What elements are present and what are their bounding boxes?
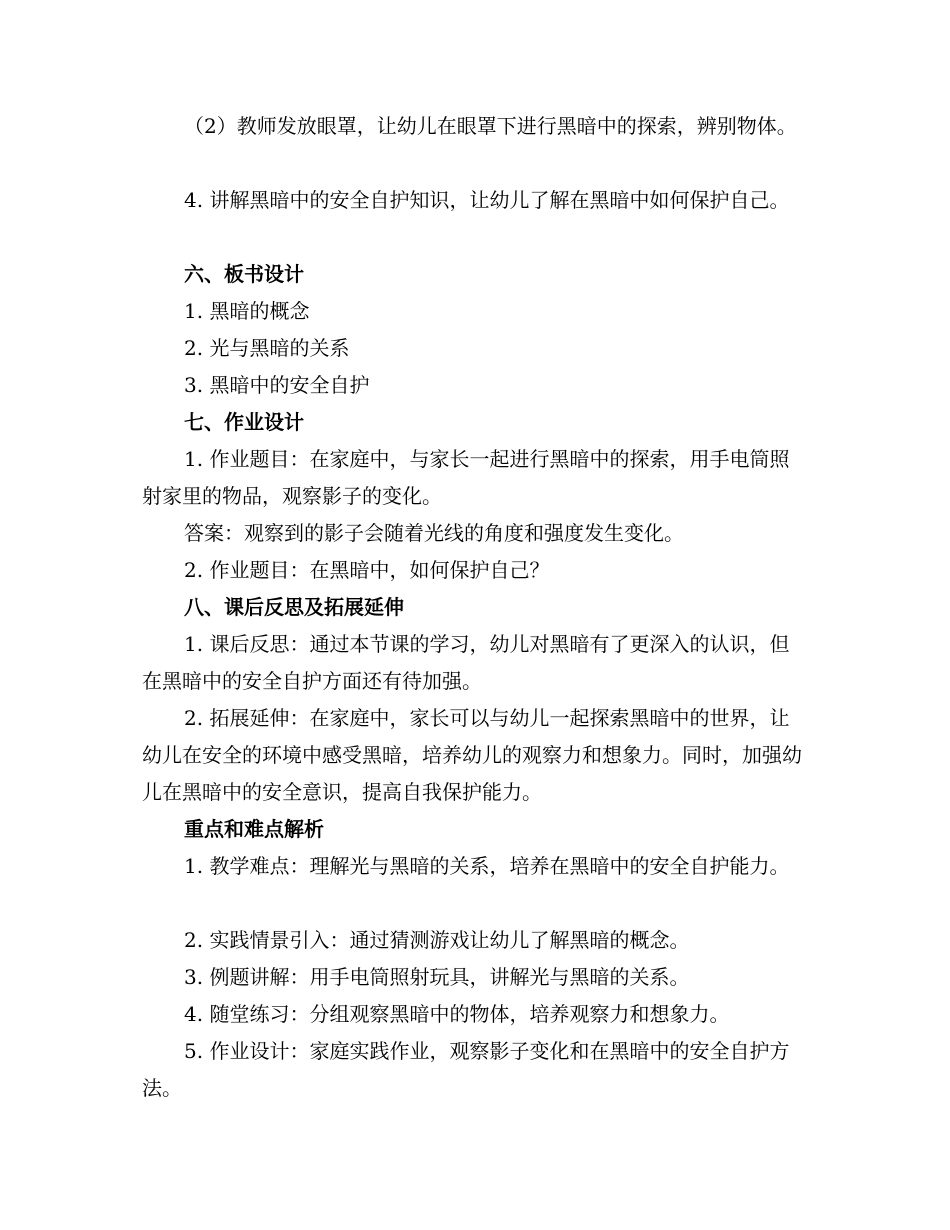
heading-reflection: 八、课后反思及拓展延伸 [184,595,404,619]
list-item-board-2: 2. 光与黑暗的关系 [184,336,350,360]
heading-homework-design: 七、作业设计 [184,410,304,434]
paragraph-extension: 2. 拓展延伸：在家庭中，家长可以与幼儿一起探索黑暗中的世界，让幼儿在安全的环境中感受黑暗，培养幼儿的观察力和想象力。同时，加强幼儿在黑暗中的安全意识，提高自我保护能力。 [142,706,802,804]
paragraph-homework-summary: 5. 作业设计：家庭实践作业，观察影子变化和在黑暗中的安全自护方法。 [142,1039,790,1100]
paragraph-scenario: 2. 实践情景引入：通过猜测游戏让幼儿了解黑暗的概念。 [184,928,690,952]
paragraph-homework-2: 2. 作业题目：在黑暗中，如何保护自己？ [184,558,550,582]
paragraph-goggles-activity: （2）教师发放眼罩，让幼儿在眼罩下进行黑暗中的探索，辨别物体。 [184,114,797,138]
paragraph-example: 3. 例题讲解：用手电筒照射玩具，讲解光与黑暗的关系。 [184,965,690,989]
list-item-board-3: 3. 黑暗中的安全自护 [184,373,370,397]
paragraph-safety-knowledge: 4. 讲解黑暗中的安全自护知识，让幼儿了解在黑暗中如何保护自己。 [184,188,790,212]
heading-key-points: 重点和难点解析 [184,817,324,841]
heading-board-design: 六、板书设计 [184,262,304,286]
list-item-board-1: 1. 黑暗的概念 [184,299,310,323]
paragraph-reflection: 1. 课后反思：通过本节课的学习，幼儿对黑暗有了更深入的认识，但在黑暗中的安全自护方面还有待加强。 [142,632,790,693]
paragraph-homework-1: 1. 作业题目：在家庭中，与家长一起进行黑暗中的探索，用手电筒照射家里的物品，观察影子的变化。 [142,447,790,508]
paragraph-practice: 4. 随堂练习：分组观察黑暗中的物体，培养观察力和想象力。 [184,1002,730,1026]
paragraph-answer: 答案：观察到的影子会随着光线的角度和强度发生变化。 [184,521,684,545]
paragraph-difficulty: 1. 教学难点：理解光与黑暗的关系，培养在黑暗中的安全自护能力。 [184,854,790,878]
